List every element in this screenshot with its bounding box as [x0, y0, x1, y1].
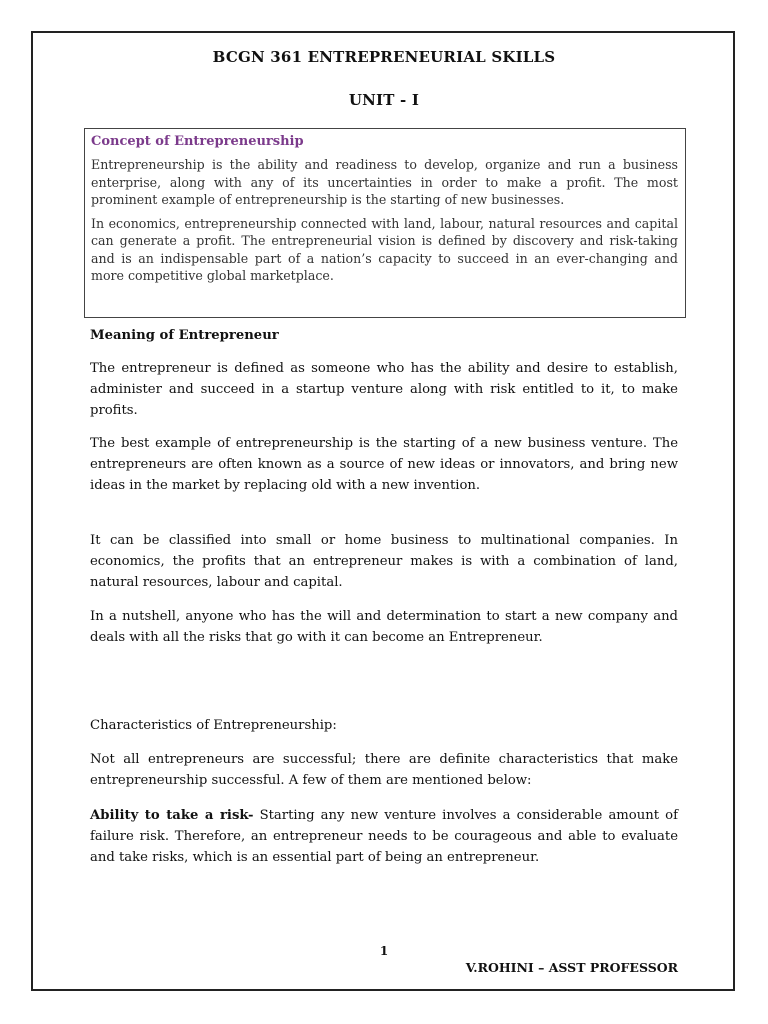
meaning-paragraph: The entrepreneur is defined as someone who has the ability and desire to establish, administer and succeed in a startup venture along with risk entitled to it, to make profits.: [90, 361, 678, 418]
characteristic-item: [90, 805, 678, 868]
meaning-heading: Meaning of Entrepreneur: [90, 328, 279, 343]
author-footer: V.ROHINI – ASST PROFESSOR: [465, 960, 678, 975]
meaning-paragraph: In a nutshell, anyone who has the will and determination to start a new company and deals with all the risks that go with it can become an Entrepreneur.: [90, 609, 678, 645]
concept-paragraph: In economics, entrepreneurship connected with land, labour, natural resources and capital can generate a profit. The entrepreneurial vision is defined by discovery and risk-taking and is an indispensable part of a nation’s capacity to succeed in an ever-changing and more competitive global marketplace.: [91, 215, 678, 283]
concept-box: [84, 128, 686, 318]
meaning-paragraph: It can be classified into small or home business to multinational companies. In economics, the profits that an entrepreneur makes is with a combination of land, natural resources, labour and capital.: [90, 533, 678, 590]
concept-heading: Concept of Entrepreneurship: [91, 134, 304, 149]
meaning-paragraph: The best example of entrepreneurship is the starting of a new business venture. The entrepreneurs are often known as a source of new ideas or innovators, and bring new ideas in the market by replacing old with a new invention.: [90, 436, 678, 493]
course-title: BCGN 361 ENTREPRENEURIAL SKILLS: [212, 48, 556, 66]
concept-paragraph: Entrepreneurship is the ability and readiness to develop, organize and run a business enterprise, along with any of its uncertainties in order to make a profit. The most prominent example of entrepreneurship is the starting of new businesses.: [91, 157, 678, 207]
characteristic-label: Ability to take a risk-: [90, 808, 254, 823]
characteristic-text: Starting any new venture involves a considerable amount of failure risk. Therefore, an entrepreneur needs to be courageous and able to evaluate and take risks, which is an essential part of being an entrepreneur.: [90, 808, 678, 865]
page-number: 1: [379, 944, 389, 958]
unit-title: UNIT - I: [348, 91, 420, 109]
characteristics-heading: Characteristics of Entrepreneurship:: [90, 718, 337, 733]
characteristics-intro: Not all entrepreneurs are successful; there are definite characteristics that make entrepreneurship successful. A few of them are mentioned below:: [90, 752, 678, 788]
